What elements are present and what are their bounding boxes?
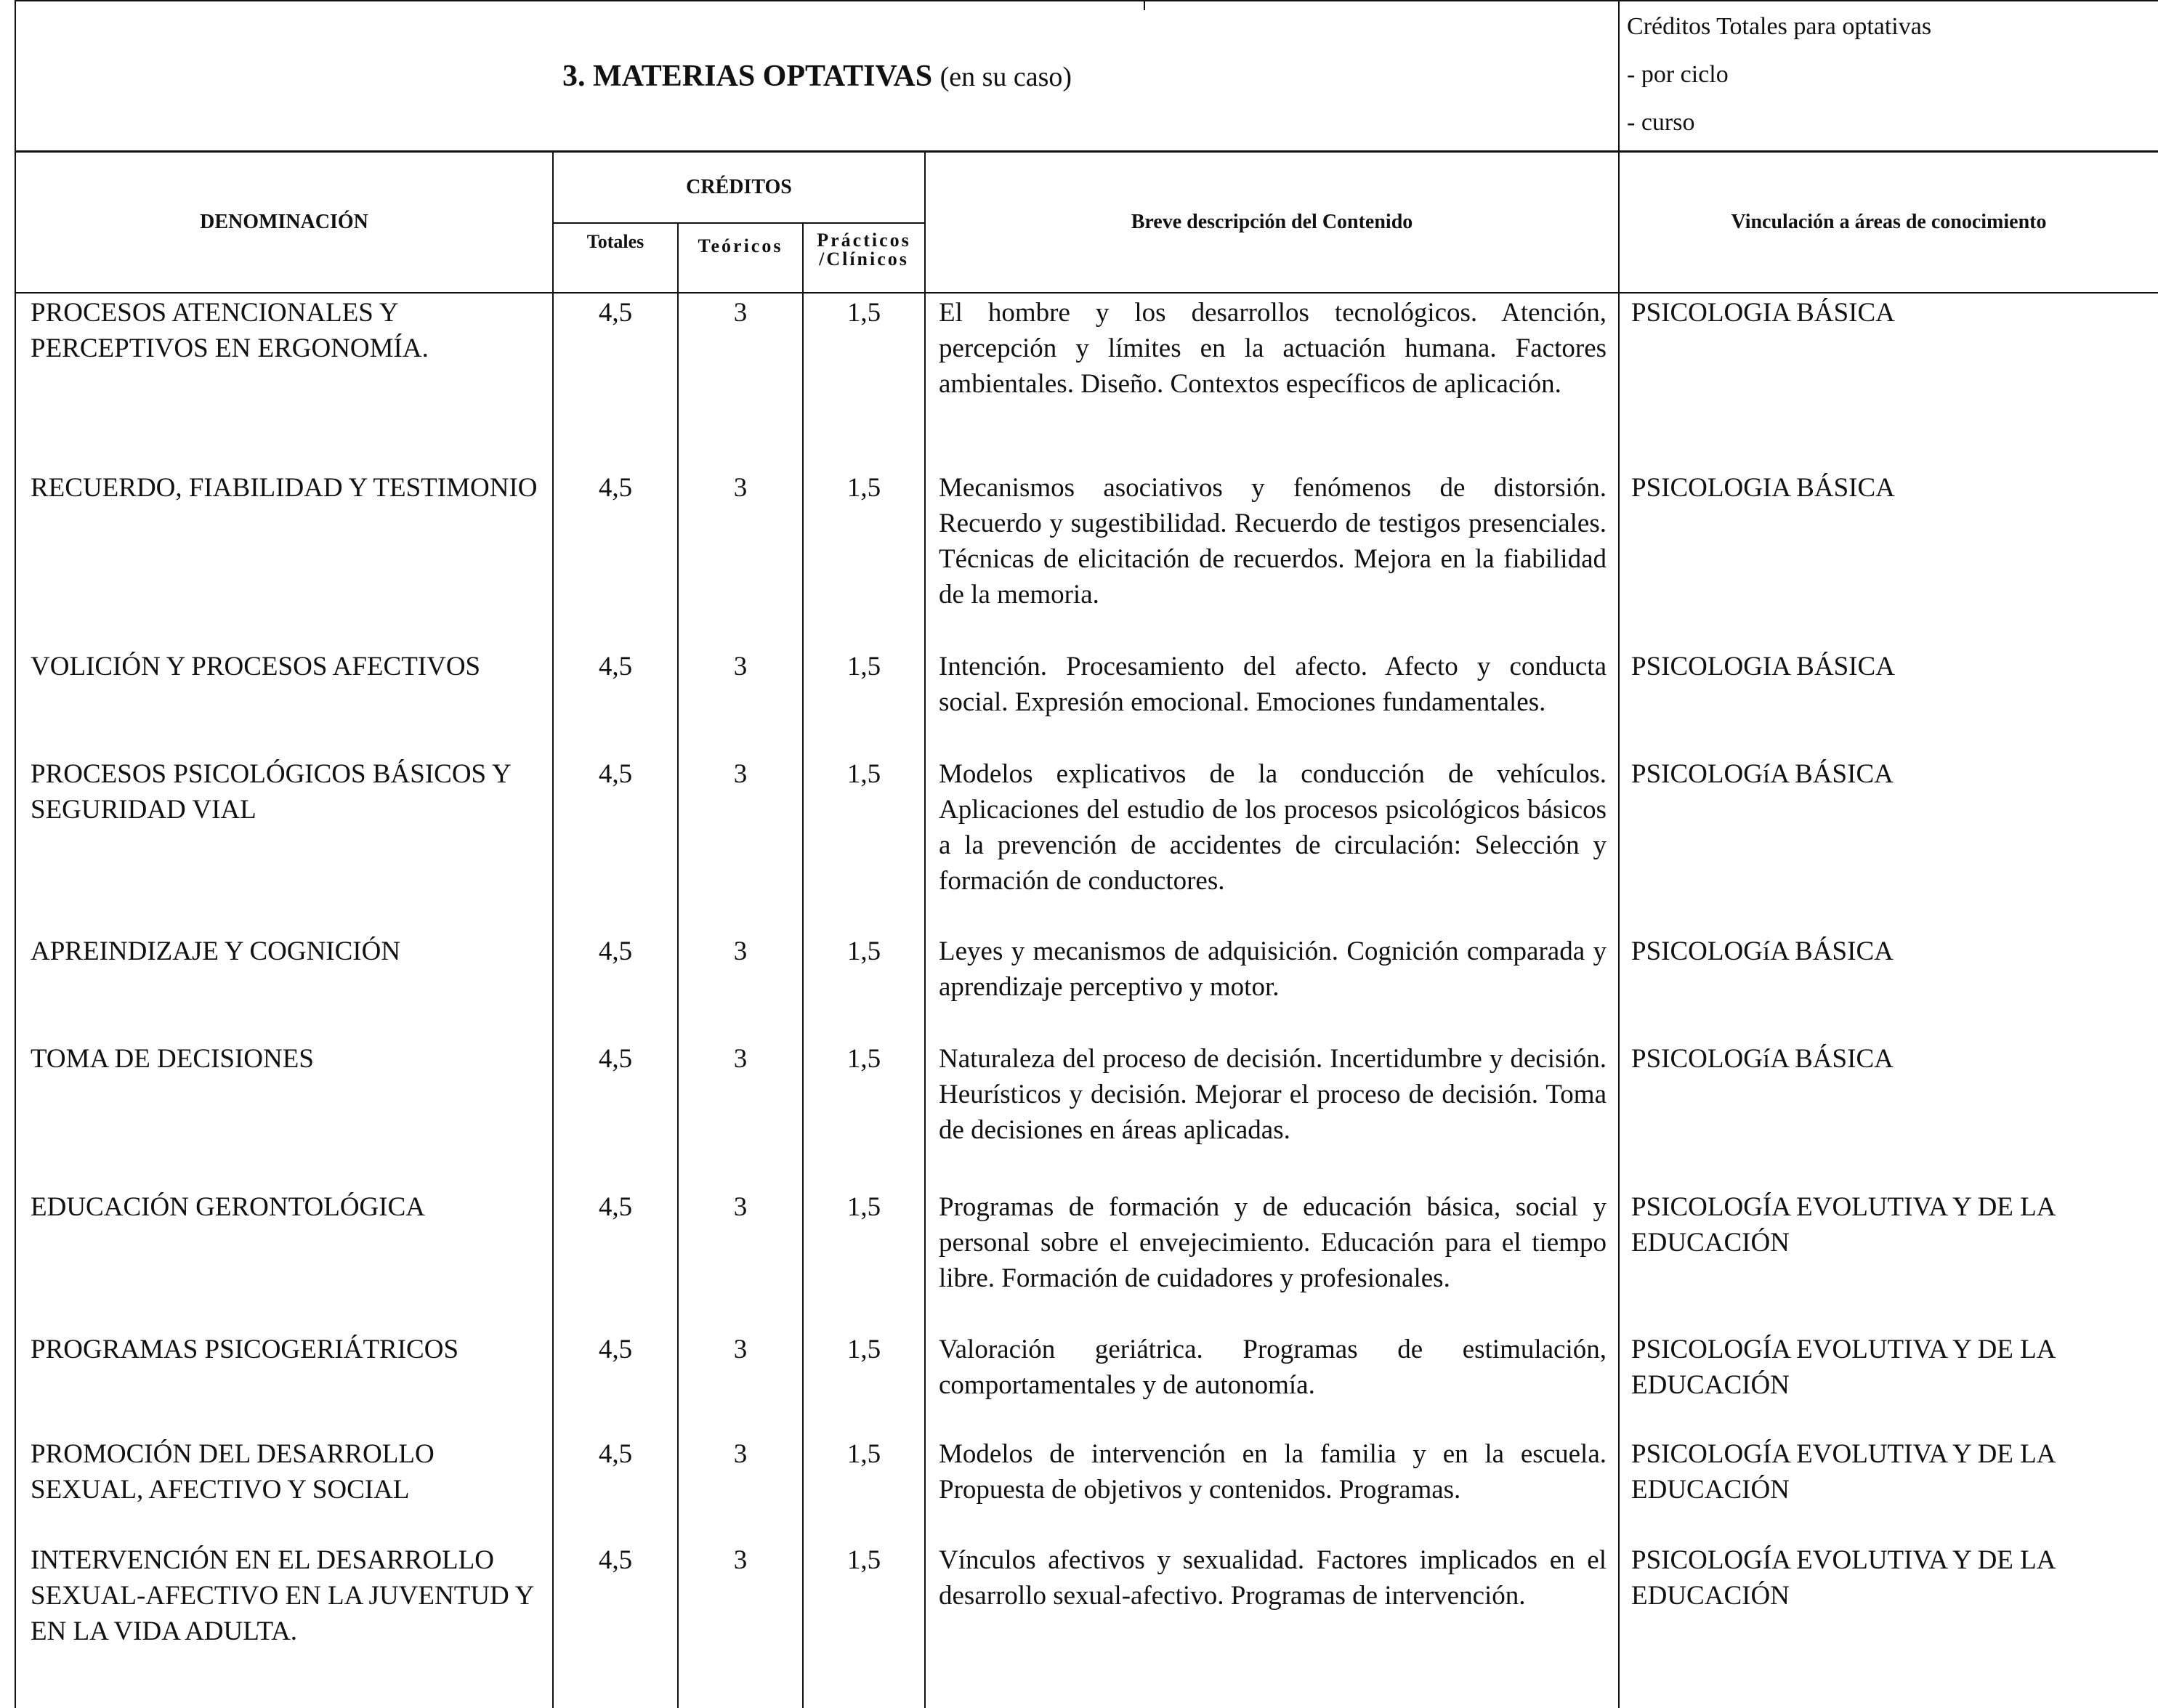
credits-practice: 1,5 bbox=[803, 469, 925, 647]
credits-theory: 3 bbox=[678, 1188, 803, 1330]
table-row bbox=[15, 1435, 2158, 1541]
subject-description: Intención. Procesamiento del afecto. Afecto y conducta social. Expresión emocional. Emociones fundamentales. bbox=[925, 647, 1619, 755]
credits-total: 4,5 bbox=[553, 755, 678, 932]
subject-name: PROCESOS ATENCIONALES Y PERCEPTIVOS EN ERGONOMÍA. bbox=[15, 293, 553, 469]
credits-total: 4,5 bbox=[553, 1040, 678, 1188]
optativas-table bbox=[15, 0, 2158, 1708]
credits-theory: 3 bbox=[678, 1330, 803, 1435]
subject-description: Modelos de intervención en la familia y en la escuela. Propuesta de objetivos y contenidos. Programas. bbox=[925, 1435, 1619, 1541]
title-main: 3. MATERIAS OPTATIVAS bbox=[562, 59, 933, 93]
knowledge-area: PSICOLOGÍA EVOLUTIVA Y DE LA EDUCACIÓN bbox=[1619, 1188, 2158, 1330]
credits-total: 4,5 bbox=[553, 293, 678, 469]
subject-description: Programas de formación y de educación básica, social y personal sobre el envejecimiento. Educación para el tiempo libre. Formación de cuidadores y profesionales. bbox=[925, 1188, 1619, 1330]
col-header-descripcion: Breve descripción del Contenido bbox=[925, 152, 1619, 294]
knowledge-area: PSICOLOGÍA EVOLUTIVA Y DE LA EDUCACIÓN bbox=[1619, 1330, 2158, 1435]
credits-total: 4,5 bbox=[553, 1330, 678, 1435]
subject-description: Mecanismos asociativos y fenómenos de distorsión. Recuerdo y sugestibilidad. Recuerdo de testigos presenciales. Técnicas de elicitación de recuerdos. Mejora en la fiabilidad de la memoria. bbox=[925, 469, 1619, 647]
table-row bbox=[15, 1330, 2158, 1435]
subject-name: TOMA DE DECISIONES bbox=[15, 1040, 553, 1188]
credit-totals-per-course: - curso bbox=[1627, 109, 1695, 136]
credits-theory: 3 bbox=[678, 932, 803, 1040]
knowledge-area: PSICOLOGíA BÁSICA bbox=[1619, 1040, 2158, 1188]
table-row bbox=[15, 1040, 2158, 1188]
table-row bbox=[15, 932, 2158, 1040]
subject-name: INTERVENCIÓN EN EL DESARROLLO SEXUAL-AFECTIVO EN LA JUVENTUD Y EN LA VIDA ADULTA. bbox=[15, 1541, 553, 1708]
credits-total: 4,5 bbox=[553, 932, 678, 1040]
table-row bbox=[15, 755, 2158, 932]
header-row-top bbox=[15, 152, 2158, 224]
col-header-teoricos: Teóricos bbox=[678, 223, 803, 293]
credits-theory: 3 bbox=[678, 1435, 803, 1541]
title-row bbox=[15, 1, 2158, 152]
credits-theory: 3 bbox=[678, 293, 803, 469]
credits-practice: 1,5 bbox=[803, 1435, 925, 1541]
credits-practice: 1,5 bbox=[803, 1330, 925, 1435]
credit-totals-label: Créditos Totales para optativas bbox=[1627, 13, 1932, 40]
knowledge-area: PSICOLOGIA BÁSICA bbox=[1619, 647, 2158, 755]
subject-description: Modelos explicativos de la conducción de vehículos. Aplicaciones del estudio de los procesos psicológicos básicos a la prevención de accidentes de circulación: Selección y formación de conductores. bbox=[925, 755, 1619, 932]
knowledge-area: PSICOLOGíA BÁSICA bbox=[1619, 932, 2158, 1040]
subject-name: VOLICIÓN Y PROCESOS AFECTIVOS bbox=[15, 647, 553, 755]
credits-practice: 1,5 bbox=[803, 1541, 925, 1708]
subject-description: Naturaleza del proceso de decisión. Incertidumbre y decisión. Heurísticos y decisión. Mejorar el proceso de decisión. Toma de decisiones en áreas aplicadas. bbox=[925, 1040, 1619, 1188]
col-header-practicos: Prácticos /Clínicos bbox=[803, 223, 925, 293]
subject-name: PROCESOS PSICOLÓGICOS BÁSICOS Y SEGURIDAD VIAL bbox=[15, 755, 553, 932]
knowledge-area: PSICOLOGIA BÁSICA bbox=[1619, 293, 2158, 469]
subject-name: PROMOCIÓN DEL DESARROLLO SEXUAL, AFECTIVO Y SOCIAL bbox=[15, 1435, 553, 1541]
knowledge-area: PSICOLOGÍA EVOLUTIVA Y DE LA EDUCACIÓN bbox=[1619, 1435, 2158, 1541]
subject-name: RECUERDO, FIABILIDAD Y TESTIMONIO bbox=[15, 469, 553, 647]
col-header-creditos: CRÉDITOS bbox=[553, 152, 925, 224]
credits-total: 4,5 bbox=[553, 1541, 678, 1708]
col-header-vinculacion: Vinculación a áreas de conocimiento bbox=[1619, 152, 2158, 294]
table-row bbox=[15, 1188, 2158, 1330]
credits-theory: 3 bbox=[678, 755, 803, 932]
knowledge-area: PSICOLOGíA BÁSICA bbox=[1619, 755, 2158, 932]
credit-totals-per-cycle: - por ciclo bbox=[1627, 61, 1729, 88]
credits-practice: 1,5 bbox=[803, 293, 925, 469]
subject-description: Leyes y mecanismos de adquisición. Cognición comparada y aprendizaje perceptivo y motor. bbox=[925, 932, 1619, 1040]
table-row bbox=[15, 293, 2158, 469]
table-row bbox=[15, 647, 2158, 755]
subject-description: El hombre y los desarrollos tecnológicos. Atención, percepción y límites en la actuación humana. Factores ambientales. Diseño. Contextos específicos de aplicación. bbox=[925, 293, 1619, 469]
table-row bbox=[15, 469, 2158, 647]
knowledge-area: PSICOLOGIA BÁSICA bbox=[1619, 469, 2158, 647]
subject-description: Vínculos afectivos y sexualidad. Factores implicados en el desarrollo sexual-afectivo. Programas de intervención. bbox=[925, 1541, 1619, 1708]
subject-description: Valoración geriátrica. Programas de estimulación, comportamentales y de autonomía. bbox=[925, 1330, 1619, 1435]
knowledge-area: PSICOLOGÍA EVOLUTIVA Y DE LA EDUCACIÓN bbox=[1619, 1541, 2158, 1708]
credits-practice: 1,5 bbox=[803, 932, 925, 1040]
title-suffix: (en su caso) bbox=[939, 61, 1072, 92]
credits-practice: 1,5 bbox=[803, 1188, 925, 1330]
credits-theory: 3 bbox=[678, 647, 803, 755]
credits-practice: 1,5 bbox=[803, 647, 925, 755]
table-row bbox=[15, 1541, 2158, 1708]
credits-practice: 1,5 bbox=[803, 755, 925, 932]
credit-totals-box bbox=[1619, 1, 2158, 152]
credits-practice: 1,5 bbox=[803, 1040, 925, 1188]
credits-total: 4,5 bbox=[553, 1435, 678, 1541]
credits-theory: 3 bbox=[678, 469, 803, 647]
page-title bbox=[15, 1, 1619, 152]
credits-theory: 3 bbox=[678, 1541, 803, 1708]
credits-total: 4,5 bbox=[553, 647, 678, 755]
subject-name: PROGRAMAS PSICOGERIÁTRICOS bbox=[15, 1330, 553, 1435]
credits-theory: 3 bbox=[678, 1040, 803, 1188]
credits-total: 4,5 bbox=[553, 1188, 678, 1330]
subject-name: EDUCACIÓN GERONTOLÓGICA bbox=[15, 1188, 553, 1330]
col-header-denominacion: DENOMINACIÓN bbox=[15, 152, 553, 294]
credits-total: 4,5 bbox=[553, 469, 678, 647]
subject-name: APREINDIZAJE Y COGNICIÓN bbox=[15, 932, 553, 1040]
col-header-totales: Totales bbox=[553, 223, 678, 293]
